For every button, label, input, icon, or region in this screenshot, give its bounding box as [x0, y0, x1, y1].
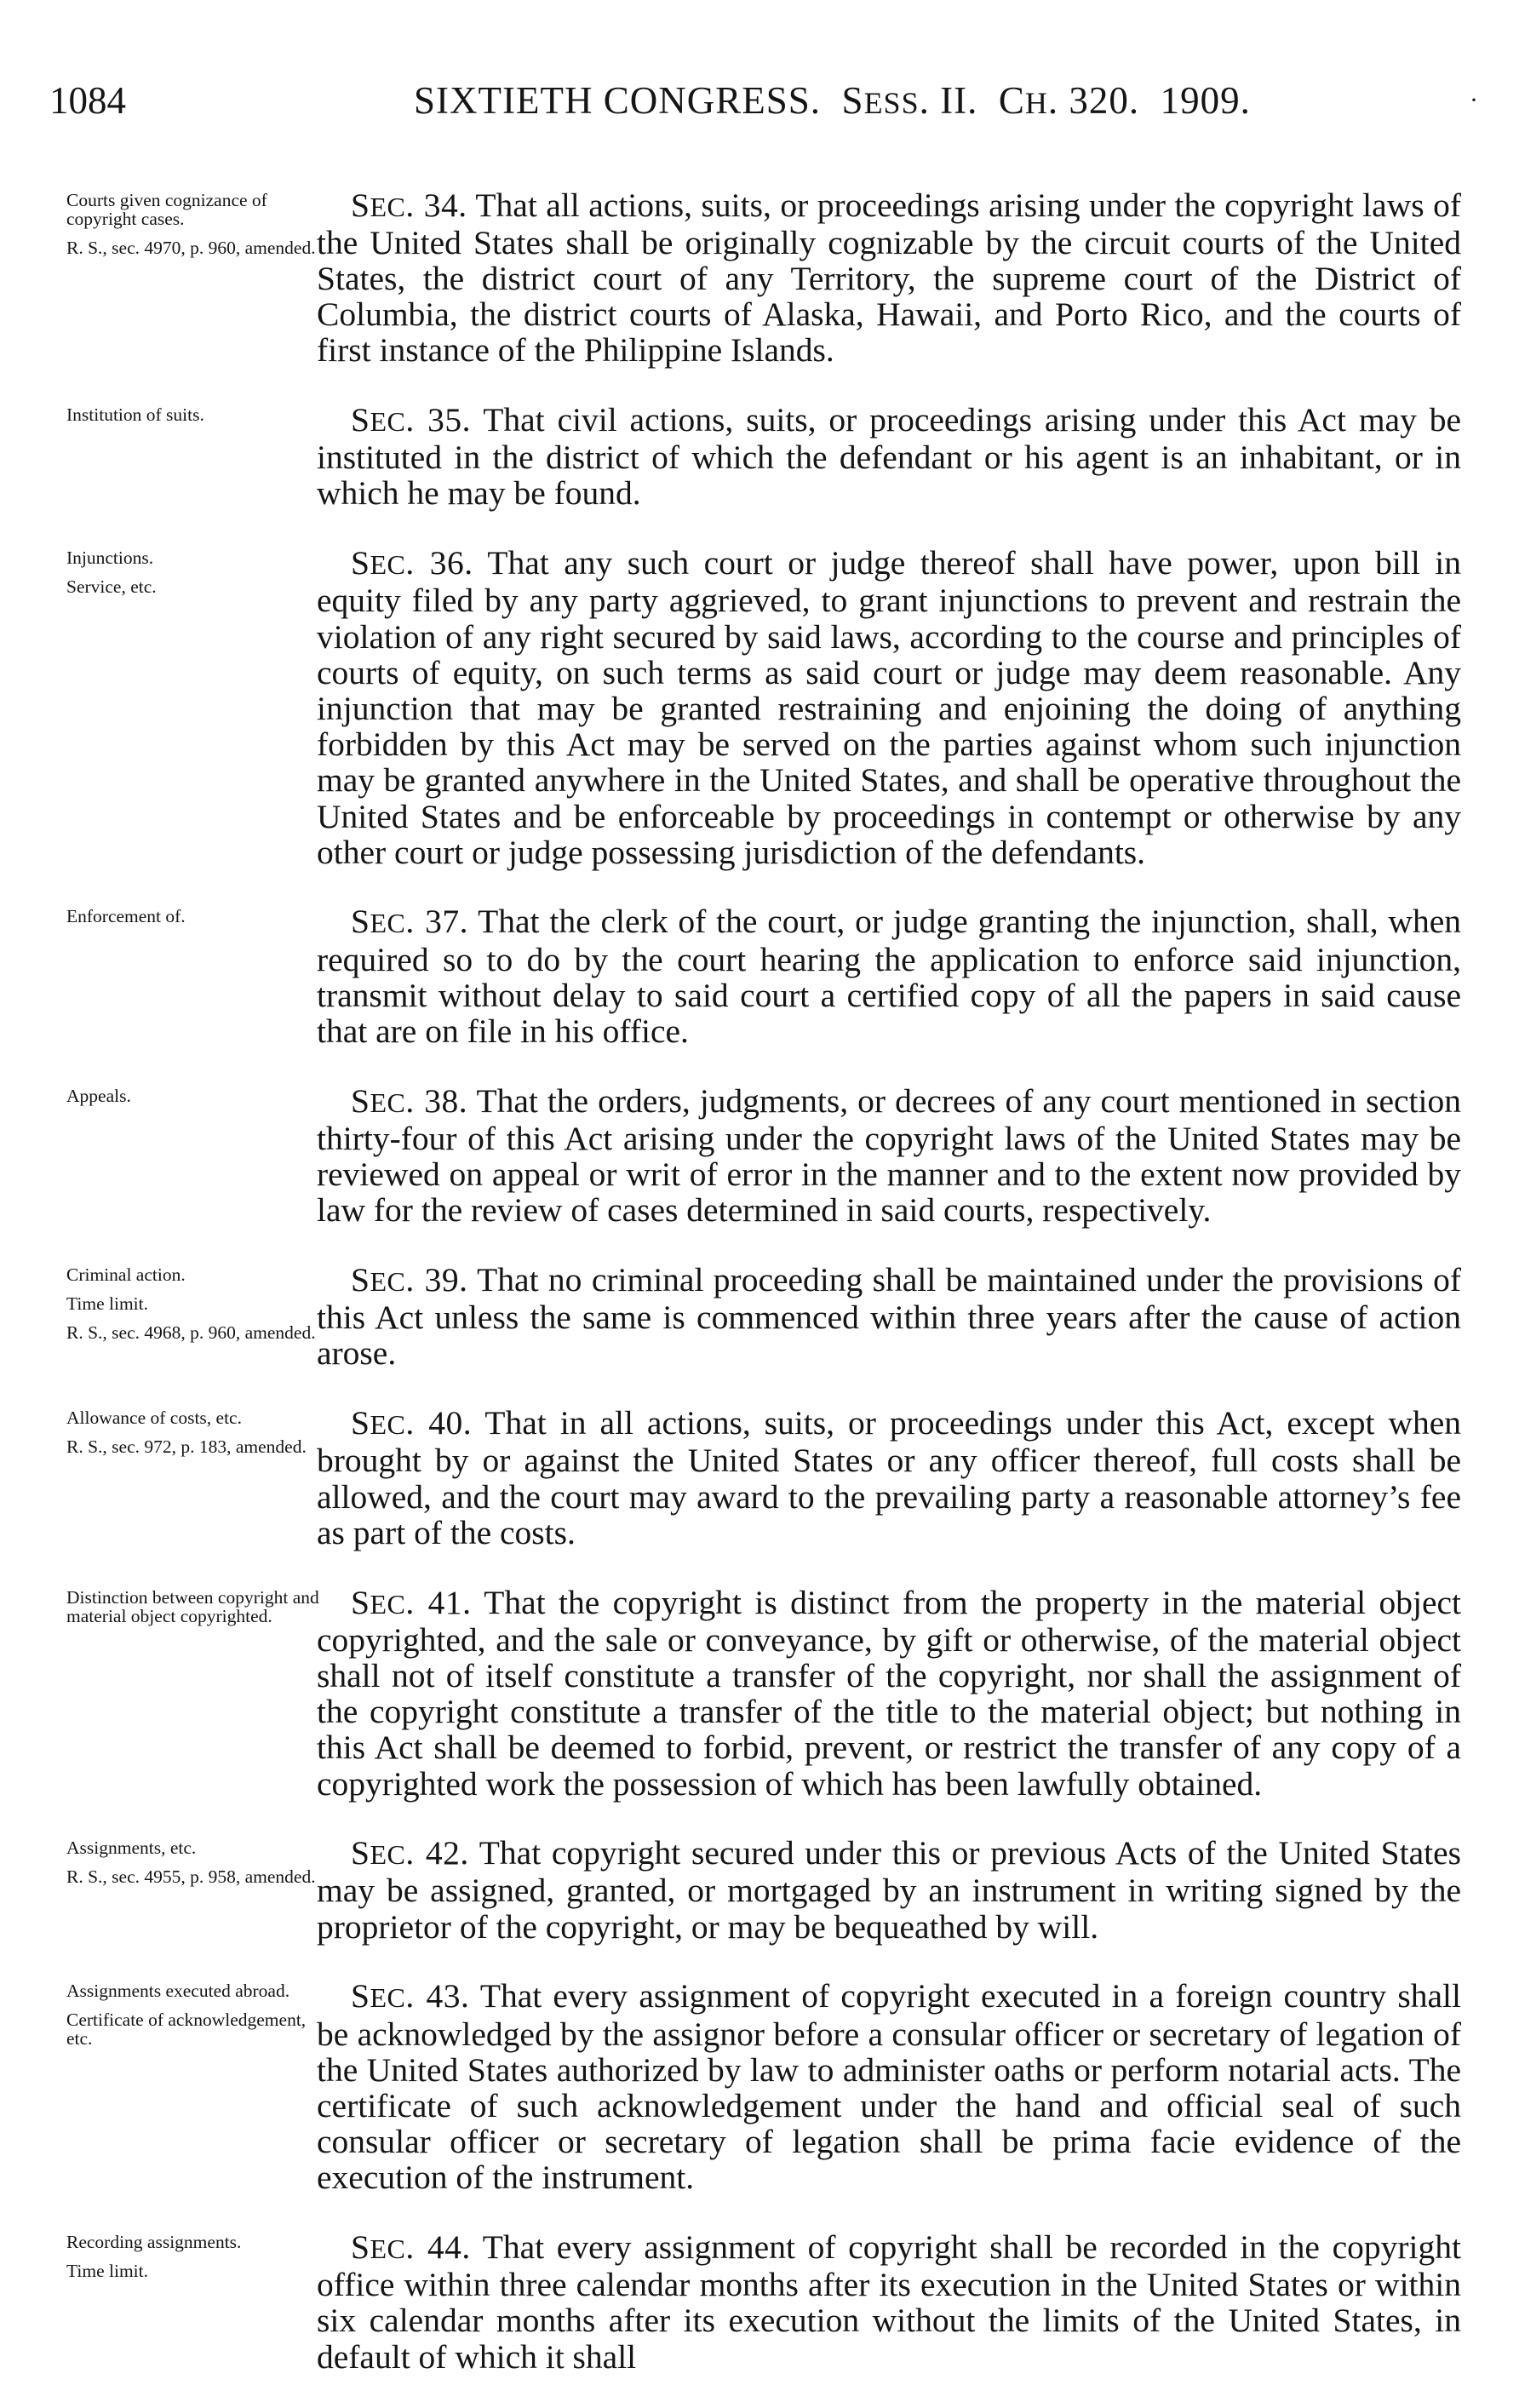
marginal-note: [66, 548, 322, 596]
section-37: [0, 903, 1519, 1049]
marginal-note-line: R. S., sec. 4968, p. 960, amended.: [66, 1322, 316, 1344]
chapter-small-caps: H: [1024, 86, 1048, 120]
section-number: . 43.: [405, 1977, 470, 2015]
section-40: [0, 1405, 1519, 1551]
statute-body: [0, 153, 1519, 2408]
section-label: [351, 903, 468, 940]
section-label-small-caps: EC: [370, 2233, 406, 2265]
section-label-initial: S: [351, 186, 370, 224]
marginal-note-line: R. S., sec. 4970, p. 960, amended.: [66, 237, 316, 258]
section-43: [0, 1978, 1519, 2195]
section-text: [317, 2229, 1461, 2375]
section-body: That the orders, judgments, or decrees of any court mentioned in section thirty-four of this Act arising under the copyright laws of the United States may be reviewed on appeal or writ of error in the manner and to the extent now provided by law for the review of cases determined in said courts, respectively.: [317, 1081, 1461, 1230]
session-number: II.: [929, 79, 978, 122]
section-text: [317, 1978, 1461, 2195]
section-number: . 42.: [405, 1834, 469, 1872]
corner-mark: ·: [1470, 86, 1478, 114]
marginal-note-line: Courts given cognizance of copyright cases.: [66, 189, 267, 229]
section-number: . 41.: [405, 1583, 472, 1621]
section-number: . 44.: [405, 2228, 471, 2267]
section-label-initial: S: [351, 401, 370, 439]
section-text: [317, 1083, 1461, 1229]
section-label-small-caps: EC: [370, 1982, 406, 2014]
marginal-note-line: Assignments, etc.: [66, 1838, 197, 1859]
marginal-note: [66, 1265, 322, 1342]
section-number: . 40.: [405, 1404, 473, 1442]
section-label-initial: S: [351, 1583, 370, 1621]
section-label-initial: S: [351, 903, 370, 941]
section-number: . 35.: [405, 401, 471, 439]
section-44: [0, 2229, 1519, 2375]
section-body: That the copyright is distinct from the property in the material object copyrighted, and the sale or conveyance, by gift or otherwise, of the material object shall not of itself constitute a transfer of the copyright, nor shall the assignment of the copyright constitute a transfer of the title to the material object; but nothing in this Act shall be deemed to forbid, prevent, or restrict the transfer of any copy of a copyrighted work the possession of which has been lawfully obtained.: [317, 1583, 1461, 1803]
section-label: [351, 1082, 467, 1120]
section-text: [317, 1585, 1461, 1802]
marginal-note-line: Institution of suits.: [66, 404, 204, 426]
session-small-caps: ESS: [863, 86, 920, 120]
session-initial: S: [841, 79, 864, 122]
marginal-note-line: Service, etc.: [66, 576, 157, 598]
section-label-initial: S: [351, 1834, 370, 1872]
marginal-note: [66, 191, 322, 257]
section-text: [317, 1835, 1461, 1945]
marginal-note-line: Time limit.: [66, 2261, 148, 2282]
section-42: [0, 1835, 1519, 1945]
marginal-note-line: Recording assignments.: [66, 2232, 242, 2253]
section-34: [0, 187, 1519, 369]
section-label-initial: S: [351, 1081, 370, 1120]
section-body: That all actions, suits, or proceedings arising under the copyright laws of the United States shall be originally cognizable by the circuit courts of the United States, the district court of any Territory, the supreme court of the District of Columbia, the district courts of Alaska, Hawaii, and Porto Rico, and the courts of first instance of the Philippine Islands.: [317, 186, 1461, 370]
section-body: That copyright secured under this or previous Acts of the United States may be assigned, granted, or mortgaged by an instrument in writing signed by the proprietor of the copyright, or may be bequeathed by will.: [317, 1834, 1462, 1946]
section-number: . 37.: [405, 903, 468, 941]
section-text: [317, 903, 1461, 1049]
section-label: [351, 186, 467, 224]
section-41: [0, 1585, 1519, 1802]
marginal-note-line: Injunctions.: [66, 548, 154, 569]
marginal-note: [66, 907, 322, 926]
section-label-small-caps: EC: [370, 1086, 406, 1118]
section-body: That civil actions, suits, or proceedings arising under this Act may be instituted in the district of which the defendant or his agent is an inhabitant, or in which he may be found.: [317, 401, 1462, 513]
running-header: [49, 75, 1478, 126]
year: 1909.: [1160, 79, 1251, 122]
section-label: [351, 2228, 471, 2266]
section-number: . 38.: [405, 1081, 468, 1120]
section-text: [317, 1405, 1461, 1551]
marginal-note: [66, 405, 322, 424]
section-label: [351, 1834, 469, 1872]
marginal-note-line: R. S., sec. 972, p. 183, amended.: [66, 1436, 307, 1458]
section-39: [0, 1262, 1519, 1372]
section-label: [351, 1584, 472, 1621]
marginal-note-line: Certificate of acknowledgement, etc.: [66, 2010, 307, 2050]
section-body: That any such court or judge thereof shall have power, upon bill in equity filed by any party aggrieved, to grant injunctions to prevent and restrain the violation of any right secured by said laws, according to the course and principles of courts of equity, on such terms as said court or judge may deem reasonable. Any injunction that may be granted restraining and enjoining the doing of anything forbidden by this Act may be served on the parties against whom such injunction may be granted anywhere in the United States, and shall be operative throughout the United States and be enforceable by proceedings in contempt or otherwise by any other court or judge possessing jurisdiction of the defendants.: [317, 544, 1461, 871]
section-label-small-caps: EC: [370, 191, 406, 222]
section-label: [351, 401, 471, 439]
section-label-initial: S: [351, 2228, 370, 2267]
marginal-note-line: R. S., sec. 4955, p. 958, amended.: [66, 1866, 316, 1888]
section-label-small-caps: EC: [370, 1266, 406, 1298]
congress-name: SIXTIETH CONGRESS.: [414, 79, 822, 122]
marginal-note: [66, 1981, 322, 2048]
marginal-note: [66, 1838, 322, 1886]
section-body: That no criminal proceeding shall be maintained under the provisions of this Act unless the same is commenced within three years after the cause of action arose.: [317, 1261, 1462, 1373]
marginal-note-line: Distinction between copyright and material object copyrighted.: [66, 1586, 319, 1626]
section-body: That every assignment of copyright executed in a foreign country shall be acknowledged by the assignor before a consular officer or secretary of legation of the United States authorized by law to administer oaths or perform notarial acts. The certificate of such acknowledgement under the hand and official seal of such consular officer or secretary of legation shall be prima facie evidence of the execution of the instrument.: [317, 1977, 1461, 2197]
section-number: . 39.: [405, 1261, 468, 1299]
marginal-note-line: Time limit.: [66, 1293, 148, 1315]
marginal-note-line: Appeals.: [66, 1085, 131, 1106]
section-text: [317, 402, 1461, 512]
chapter-number: . 320.: [1047, 79, 1140, 122]
section-label-small-caps: EC: [370, 1409, 406, 1441]
chapter-initial: C: [998, 79, 1025, 122]
marginal-note: [66, 1588, 322, 1625]
section-label-initial: S: [351, 1261, 370, 1299]
section-label-small-caps: EC: [370, 549, 406, 581]
section-number: . 36.: [405, 544, 473, 582]
section-label: [351, 544, 473, 582]
section-label-initial: S: [351, 1404, 370, 1442]
section-label: [351, 1404, 472, 1442]
section-label-small-caps: EC: [370, 406, 406, 438]
section-label: [351, 1977, 469, 2015]
marginal-note-line: Assignments executed abroad.: [66, 1981, 290, 2002]
section-label: [351, 1261, 468, 1299]
marginal-note-line: Enforcement of.: [66, 906, 186, 927]
marginal-note: [66, 2233, 322, 2280]
section-body: That the clerk of the court, or judge granting the injunction, shall, when required so to do by the court hearing the application to enforce said injunction, transmit without delay to said court a certified copy of all the papers in said cause that are on file in his office.: [317, 903, 1461, 1051]
section-label-initial: S: [351, 544, 370, 582]
page-number: 1084: [49, 79, 126, 122]
section-body: That every assignment of copyright shall be recorded in the copyright office within three calendar months after its execution in the United States or within six calendar months after its execution without the limits of the United States, in default of which it shall: [317, 2228, 1461, 2376]
section-number: . 34.: [405, 186, 467, 224]
marginal-note: [66, 1086, 322, 1105]
marginal-note-line: Allowance of costs, etc.: [66, 1408, 242, 1429]
section-label-small-caps: EC: [370, 1588, 406, 1620]
section-text: [317, 545, 1461, 870]
section-38: [0, 1083, 1519, 1229]
section-text: [317, 187, 1461, 369]
section-35: [0, 402, 1519, 512]
running-head-title: SIXTIETH CONGRESS. SESS. II. CH. 320. 1909.: [414, 79, 1251, 122]
section-36: [0, 545, 1519, 870]
section-label-initial: S: [351, 1977, 370, 2015]
section-text: [317, 1262, 1461, 1372]
section-body: That in all actions, suits, or proceedings under this Act, except when brought by or against the United States or any officer thereof, full costs shall be allowed, and the court may award to the prevailing party a reasonable attorney’s fee as part of the costs.: [317, 1404, 1462, 1551]
section-label-small-caps: EC: [370, 1839, 406, 1871]
marginal-note-line: Criminal action.: [66, 1264, 186, 1286]
section-label-small-caps: EC: [370, 908, 406, 939]
marginal-note: [66, 1408, 322, 1456]
